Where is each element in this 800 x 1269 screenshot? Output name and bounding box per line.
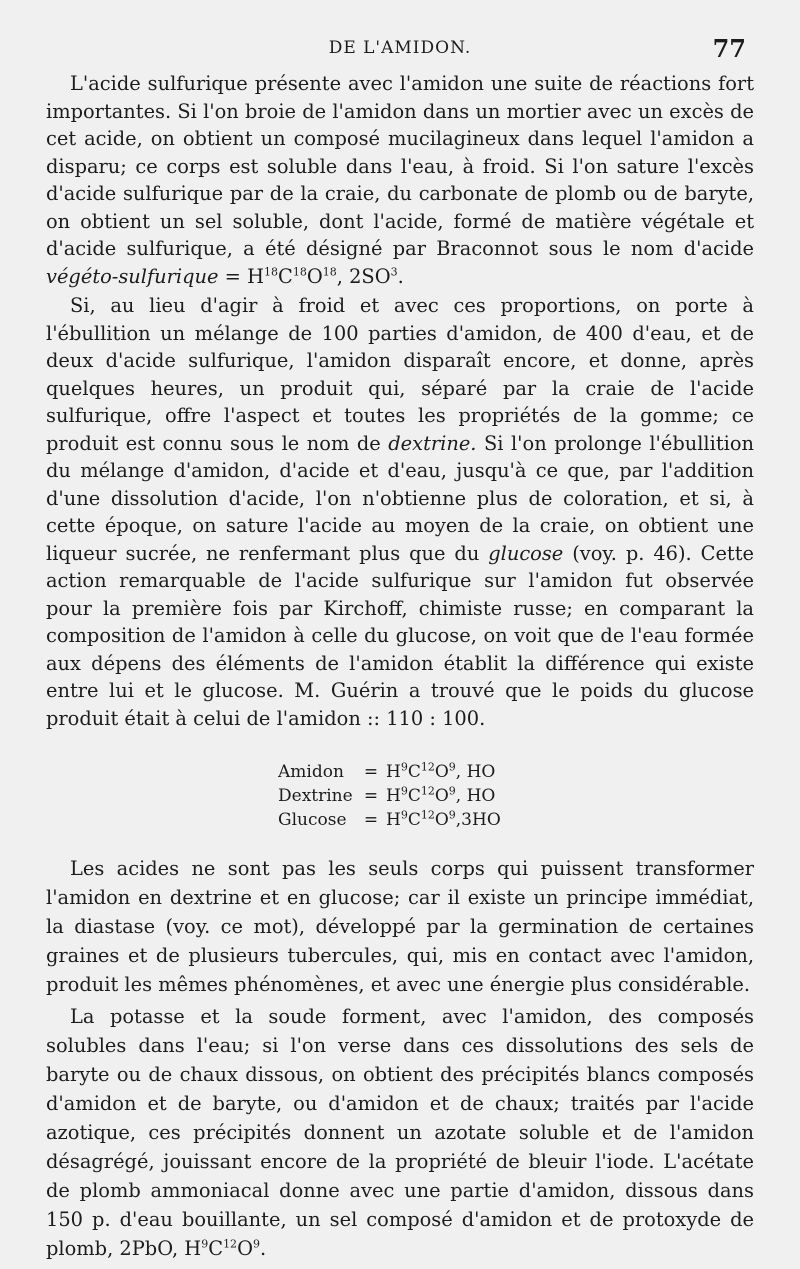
formula-row: [278, 784, 501, 808]
running-title: DE L'AMIDON.: [328, 38, 472, 58]
formula-row: [278, 808, 501, 832]
formula-expression: $H^9C^{12}O^9$, HO: [386, 760, 496, 782]
running-head: [46, 34, 754, 63]
formula-equals: =: [363, 762, 379, 782]
page-number: 77: [712, 34, 746, 63]
body-text-upper: [46, 70, 754, 732]
formula-name: Amidon: [278, 762, 344, 782]
body-text-lower: [46, 854, 754, 1263]
formula-name: Dextrine: [278, 786, 353, 806]
formula-table: [278, 760, 501, 832]
formula-expression: $H^9C^{12}O^9$, HO: [386, 784, 496, 806]
paragraph-sulfuric-acid: L'acide sulfurique présente avec l'amidon une suite de réactions fort importantes. Si l'on broie de l'amidon dans un mortier avec un excès de cet acide, on obtient un composé mucilagineux dans lequel l'amidon a disparu; ce corps est soluble dans l'eau, à froid. Si l'on sature l'excès d'acide sulfurique par de la craie, du carbonate de plomb ou de baryte, on obtient un sel soluble, dont l'acide, formé de matière végétale et d'acide sulfurique, a été désigné par Braconnot sous le nom d'acide végéto-sulfurique = $H^{18}C^{18}O^{18}$, $2SO^3$.: [46, 72, 754, 288]
formula-equals: =: [363, 786, 379, 806]
paragraph-diastase: Les acides ne sont pas les seuls corps qui puissent transformer l'amidon en dextrine et en glucose; car il existe un principe immédiat, la diastase (voy. ce mot), développé par la germination de certaines graines et de plusieurs tubercules, qui, mis en contact avec l'amidon, produit les mêmes phénomènes, et avec une énergie plus considérable.: [46, 857, 754, 996]
formula-equals: =: [363, 810, 379, 830]
formula-row: [278, 760, 501, 784]
formula-expression: $H^9C^{12}O^9,3HO$: [386, 808, 501, 830]
formula-name: Glucose: [278, 810, 347, 830]
paragraph-dextrine: Si, au lieu d'agir à froid et avec ces proportions, on porte à l'ébullition un mélange de 100 parties d'amidon, de 400 d'eau, et de deux d'acide sulfurique, l'amidon disparaît encore, et donne, après quelques heures, un produit qui, séparé par la craie de l'acide sulfurique, offre l'aspect et toutes les propriétés de la gomme; ce produit est connu sous le nom de dextrine. Si l'on prolonge l'ébullition du mélange d'amidon, d'acide et d'eau, jusqu'à ce que, par l'addition d'une dissolution d'acide, l'on n'obtienne plus de coloration, et si, à cette époque, on sature l'acide au moyen de la craie, on obtient une liqueur sucrée, ne renfermant plus que du glucose (voy. p. 46). Cette action remarquable de l'acide sulfurique sur l'amidon fut observée pour la première fois par Kirchoff, chimiste russe; en comparant la composition de l'amidon à celle du glucose, on voit que de l'eau formée aux dépens des éléments de l'amidon établit la différence qui existe entre lui et le glucose. M. Guérin a trouvé que le poids du glucose produit était à celui de l'amidon :: 110 : 100.: [46, 294, 754, 730]
paragraph-potash-soda: La potasse et la soude forment, avec l'amidon, des composés solubles dans l'eau; si l'on verse dans ces dissolutions des sels de baryte ou de chaux dissous, on obtient des précipités blancs composés d'amidon et de baryte, ou d'amidon et de chaux; traités par l'acide azotique, ces précipités donnent un azotate soluble et de l'amidon désagrégé, jouissant encore de la propriété de bleuir l'iode. L'acétate de plomb ammoniacal donne avec une partie d'amidon, dissous dans 150 p. d'eau bouillante, un sel composé d'amidon et de protoxyde de plomb, 2PbO, $H^9C^{12}O^9$.: [46, 1005, 754, 1260]
